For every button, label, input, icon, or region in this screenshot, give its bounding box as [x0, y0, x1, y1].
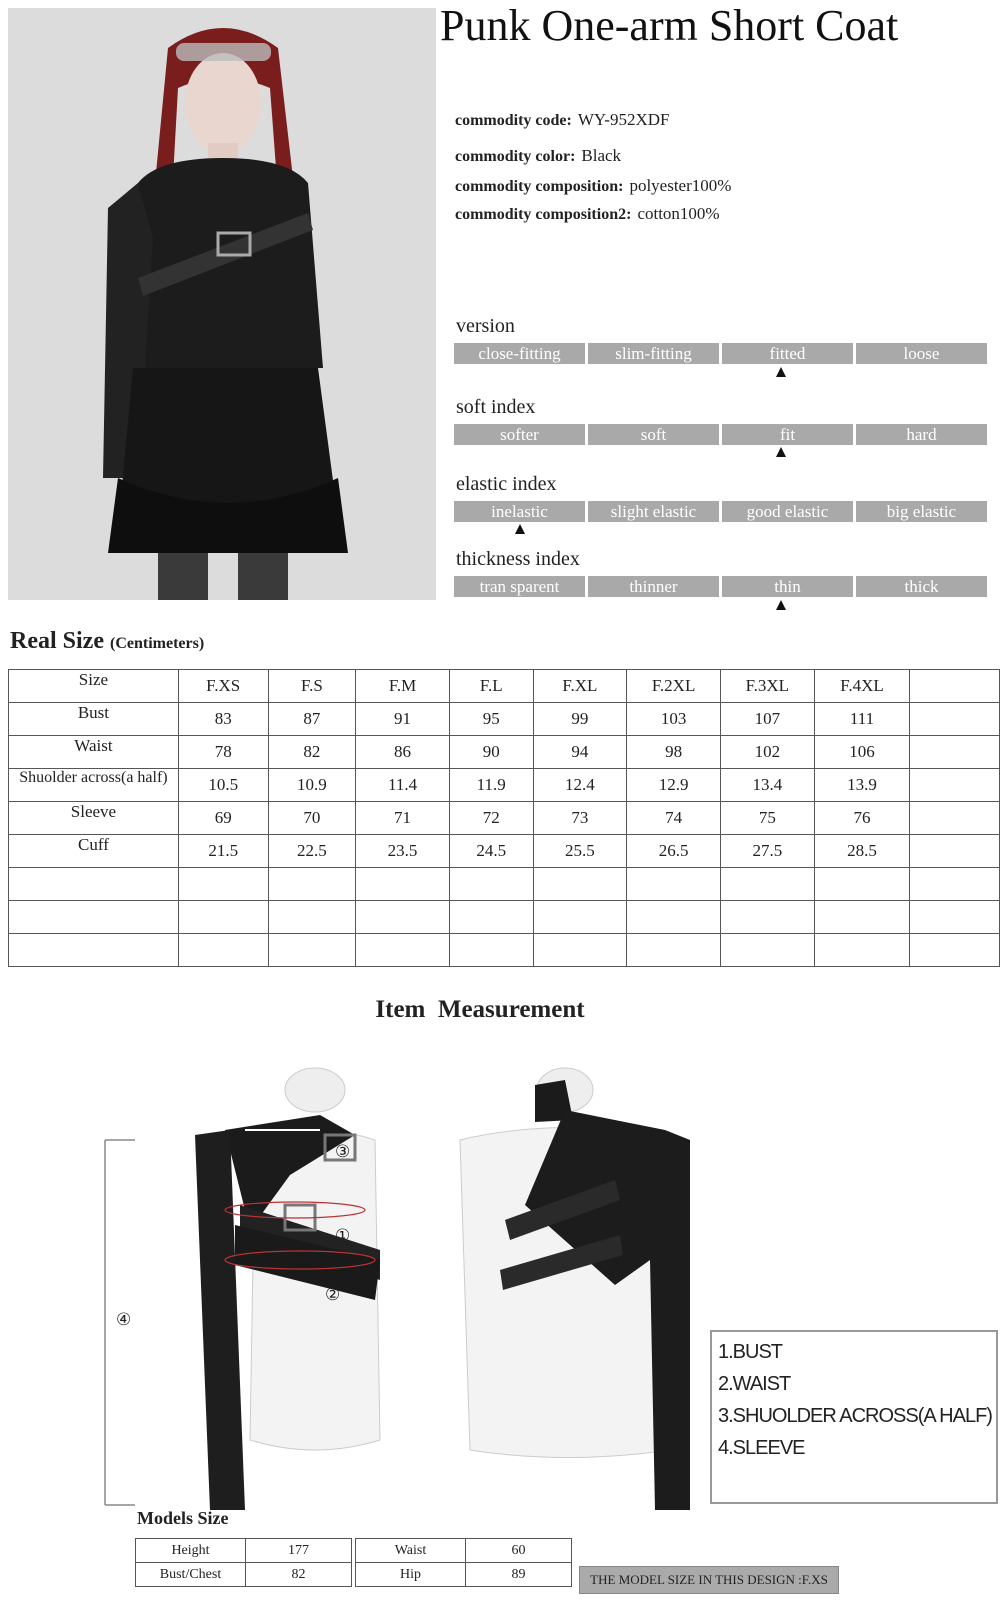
model-label: Waist — [356, 1539, 466, 1563]
table-cell: 86 — [356, 736, 450, 769]
table-cell: 24.5 — [449, 835, 533, 868]
info-value: cotton100% — [637, 204, 720, 223]
measurement-legend — [710, 1330, 998, 1504]
table-row — [356, 1563, 572, 1587]
scale-option: thick — [856, 576, 987, 597]
info-row-code — [455, 110, 669, 130]
table-row — [9, 934, 1000, 967]
table-cell: 71 — [356, 802, 450, 835]
empty-cell — [910, 802, 1000, 835]
table-cell: 78 — [178, 736, 268, 769]
table-row — [136, 1539, 352, 1563]
model-label: Height — [136, 1539, 246, 1563]
model-label: Bust/Chest — [136, 1563, 246, 1587]
scale-option: slight elastic — [588, 501, 719, 522]
model-size-note: THE MODEL SIZE IN THIS DESIGN :F.XS — [579, 1566, 839, 1594]
measurement-illustration — [95, 1060, 705, 1525]
table-cell: 99 — [533, 703, 627, 736]
table-row — [9, 868, 1000, 901]
info-row-composition — [455, 176, 731, 196]
table-cell: 13.4 — [720, 769, 814, 802]
elastic-index-scale — [454, 501, 987, 522]
size-header: F.L — [449, 670, 533, 703]
empty-cell — [910, 769, 1000, 802]
size-header: F.S — [268, 670, 356, 703]
table-cell: 72 — [449, 802, 533, 835]
info-value: polyester100% — [629, 176, 732, 195]
marker-4: ④ — [116, 1310, 132, 1330]
scale-option: thin — [722, 576, 853, 597]
info-label: commodity color: — [455, 148, 576, 165]
empty-cell — [910, 703, 1000, 736]
table-cell: 83 — [178, 703, 268, 736]
model-label: Hip — [356, 1563, 466, 1587]
table-cell: 28.5 — [814, 835, 910, 868]
scale-option: big elastic — [856, 501, 987, 522]
table-cell: 21.5 — [178, 835, 268, 868]
legend-item: 3.SHUOLDER ACROSS(A HALF) — [718, 1405, 992, 1427]
table-cell: 12.4 — [533, 769, 627, 802]
table-row — [9, 835, 1000, 868]
model-value: 60 — [466, 1539, 572, 1563]
selected-marker-icon — [515, 524, 525, 534]
size-header: F.XL — [533, 670, 627, 703]
table-row — [9, 769, 1000, 802]
info-label: commodity code: — [455, 112, 572, 129]
models-table-right — [355, 1538, 572, 1587]
table-cell: 27.5 — [720, 835, 814, 868]
table-cell: 102 — [720, 736, 814, 769]
row-label: Cuff — [9, 835, 179, 868]
row-label: Shuolder across(a half) — [9, 769, 179, 802]
product-photo — [8, 8, 436, 600]
info-row-composition2 — [455, 204, 720, 224]
table-row — [9, 703, 1000, 736]
table-cell: 75 — [720, 802, 814, 835]
size-header: F.3XL — [720, 670, 814, 703]
real-size-title: Real Size — [10, 628, 104, 654]
table-cell: 26.5 — [627, 835, 721, 868]
table-cell: 74 — [627, 802, 721, 835]
model-value: 89 — [466, 1563, 572, 1587]
size-table — [8, 669, 1000, 967]
scale-option: thinner — [588, 576, 719, 597]
marker-1: ① — [335, 1226, 351, 1246]
table-cell: 11.9 — [449, 769, 533, 802]
table-cell: 82 — [268, 736, 356, 769]
table-cell: 73 — [533, 802, 627, 835]
marker-2: ② — [325, 1285, 341, 1305]
table-row — [356, 1539, 572, 1563]
table-cell: 94 — [533, 736, 627, 769]
marker-3: ③ — [335, 1142, 351, 1162]
info-row-color — [455, 146, 621, 166]
scale-option: close-fitting — [454, 343, 585, 364]
models-table-left — [135, 1538, 352, 1587]
table-cell: 111 — [814, 703, 910, 736]
size-header: F.2XL — [627, 670, 721, 703]
table-row — [136, 1563, 352, 1587]
scale-option: tran sparent — [454, 576, 585, 597]
info-value: Black — [581, 146, 622, 165]
table-row — [9, 670, 1000, 703]
table-cell: 25.5 — [533, 835, 627, 868]
table-cell: 87 — [268, 703, 356, 736]
thickness-index-scale — [454, 576, 987, 597]
table-cell: 69 — [178, 802, 268, 835]
size-header: F.XS — [178, 670, 268, 703]
model-value: 82 — [246, 1563, 352, 1587]
scale-option: inelastic — [454, 501, 585, 522]
row-label: Sleeve — [9, 802, 179, 835]
table-cell: 107 — [720, 703, 814, 736]
legend-item: 1.BUST — [718, 1341, 783, 1363]
table-cell: 22.5 — [268, 835, 356, 868]
table-cell: 91 — [356, 703, 450, 736]
scale-option: hard — [856, 424, 987, 445]
version-scale — [454, 343, 987, 364]
table-row — [9, 901, 1000, 934]
row-label: Bust — [9, 703, 179, 736]
soft-index-scale — [454, 424, 987, 445]
elastic-index-label: elastic index — [456, 473, 557, 495]
selected-marker-icon — [776, 367, 786, 377]
info-value: WY-952XDF — [577, 110, 670, 129]
table-cell: 90 — [449, 736, 533, 769]
table-cell: 76 — [814, 802, 910, 835]
scale-option: loose — [856, 343, 987, 364]
empty-cell — [910, 670, 1000, 703]
table-cell: 23.5 — [356, 835, 450, 868]
table-cell: 103 — [627, 703, 721, 736]
scale-option: slim-fitting — [588, 343, 719, 364]
scale-option: soft — [588, 424, 719, 445]
legend-item: 4.SLEEVE — [718, 1437, 805, 1459]
table-header-label: Size — [9, 670, 179, 703]
size-header: F.4XL — [814, 670, 910, 703]
table-cell: 98 — [627, 736, 721, 769]
table-cell: 106 — [814, 736, 910, 769]
table-cell: 10.5 — [178, 769, 268, 802]
version-label: version — [456, 315, 515, 337]
table-cell: 12.9 — [627, 769, 721, 802]
size-header: F.M — [356, 670, 450, 703]
model-value: 177 — [246, 1539, 352, 1563]
selected-marker-icon — [776, 447, 786, 457]
table-row — [9, 802, 1000, 835]
soft-index-label: soft index — [456, 396, 536, 418]
scale-option: fit — [722, 424, 853, 445]
info-label: commodity composition: — [455, 178, 624, 195]
table-cell: 70 — [268, 802, 356, 835]
info-label: commodity composition2: — [455, 206, 632, 223]
real-size-unit: (Centimeters) — [109, 635, 205, 652]
table-row — [9, 736, 1000, 769]
table-cell: 95 — [449, 703, 533, 736]
real-size-heading — [10, 628, 204, 655]
empty-cell — [910, 835, 1000, 868]
models-size-title: Models Size — [137, 1508, 229, 1528]
selected-marker-icon — [776, 600, 786, 610]
empty-cell — [910, 736, 1000, 769]
product-title: Punk One-arm Short Coat — [440, 1, 899, 50]
table-cell: 11.4 — [356, 769, 450, 802]
scale-option: fitted — [722, 343, 853, 364]
row-label: Waist — [9, 736, 179, 769]
scale-option: good elastic — [722, 501, 853, 522]
scale-option: softer — [454, 424, 585, 445]
legend-item: 2.WAIST — [718, 1373, 791, 1395]
thickness-index-label: thickness index — [456, 548, 580, 570]
table-cell: 13.9 — [814, 769, 910, 802]
table-cell: 10.9 — [268, 769, 356, 802]
measurement-title: Item Measurement — [375, 996, 585, 1023]
